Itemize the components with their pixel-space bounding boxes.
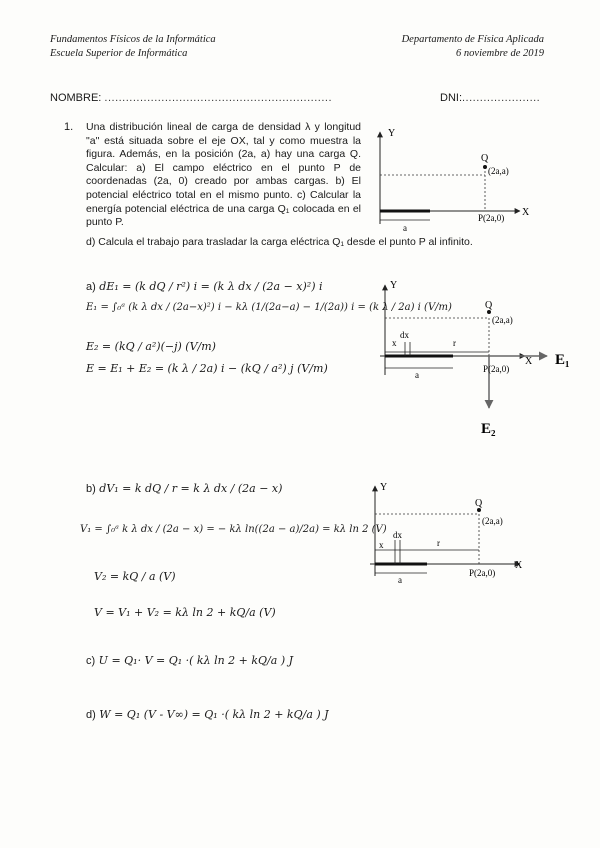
sol-a-eq1-text: dE₁ = (k dQ / r²) i = (k λ dx / (2a − x)²) i [99, 280, 323, 293]
department-header [402, 33, 544, 61]
fig2-e1-label: E₁ [555, 352, 570, 368]
dni-block [440, 92, 540, 104]
sol-a-eq3: E₂ = (kQ / a²)(−j) (V/m) [86, 340, 216, 353]
sol-a-eq1 [86, 280, 323, 293]
fig3-y-label: Y [380, 482, 388, 493]
sol-a-label: a) [86, 281, 96, 293]
sol-b-eq1 [86, 482, 282, 495]
fig1-p-label: P(2a,0) [478, 213, 505, 223]
fig2-q-label: Q [485, 300, 493, 311]
fig2-y-label: Y [390, 280, 398, 291]
fig1-q-label: Q [481, 153, 489, 164]
sol-b-label: b) [86, 483, 96, 495]
problem-number: 1. [64, 121, 74, 133]
sol-b-eq4: V = V₁ + V₂ = kλ ln 2 + kQ/a (V) [94, 606, 276, 619]
sol-d-label: d) [86, 709, 96, 721]
sol-a-eq2: E₁ = ∫₀ᵃ (k λ dx / (2a−x)²) i − kλ (1/(2a−a) − 1/(2a)) i = (k λ / 2a) i (V/m) [86, 302, 452, 313]
fig3-r-label: r [437, 538, 440, 548]
fig2-x-var: x [392, 338, 397, 348]
fig1-x-label: X [522, 207, 530, 218]
sol-c-label: c) [86, 655, 96, 667]
statement-figure [370, 124, 540, 234]
fig3-dx-label: dx [393, 530, 402, 540]
sol-d-eq-text: W = Q₁ (V - V∞) = Q₁ ·( kλ ln 2 + kQ/a ) J [99, 708, 329, 721]
sol-d-eq [86, 708, 329, 721]
sol-b-eq1-text: dV₁ = k dQ / r = k λ dx / (2a − x) [99, 482, 283, 495]
fig1-a-label: a [403, 223, 407, 233]
name-label: NOMBRE: [50, 92, 102, 104]
department-name: Departamento de Física Aplicada [401, 34, 544, 45]
sol-b-eq3: V₂ = kQ / a (V) [94, 570, 176, 583]
fig1-charge-q [483, 165, 487, 169]
fig2-a-label: a [415, 370, 419, 380]
fig3-x-label: X [515, 560, 523, 571]
fig2-e2-label: E₂ [481, 421, 496, 437]
exam-date: 6 noviembre de 2019 [456, 48, 544, 59]
potential-figure [365, 478, 535, 588]
fig2-x-label: X [525, 356, 533, 367]
school-name: Escuela Superior de Informática [50, 48, 188, 59]
field-figure [375, 280, 575, 440]
dni-label: DNI: [440, 92, 462, 104]
sol-c-eq [86, 654, 293, 667]
fig1-y-label: Y [388, 128, 396, 139]
fig3-p-label: P(2a,0) [469, 568, 496, 578]
fig2-p-label: P(2a,0) [483, 364, 510, 374]
sol-a-eq4: E = E₁ + E₂ = (k λ / 2a) i − (kQ / a²) j (V/m) [86, 362, 328, 375]
fig3-a-label: a [398, 575, 402, 585]
course-header [50, 33, 216, 61]
sol-b-eq2: V₁ = ∫₀ᵃ k λ dx / (2a − x) = − kλ ln((2a − a)/2a) = kλ ln 2 (V) [80, 524, 387, 535]
problem-part-d: d) Calcula el trabajo para trasladar la carga eléctrica Q₁ desde el punto P al infinito. [86, 236, 473, 248]
fig2-q-coord: (2a,a) [492, 315, 513, 325]
fig2-r-label: r [453, 338, 456, 348]
dni-field[interactable]: ...................... [462, 92, 541, 104]
name-field[interactable]: ................................................................ [104, 92, 332, 104]
fig2-dx-label: dx [400, 330, 409, 340]
fig1-q-coord: (2a,a) [488, 166, 509, 176]
fig3-x-var: x [379, 540, 384, 550]
course-title: Fundamentos Físicos de la Informática [50, 34, 216, 45]
sol-c-eq-text: U = Q₁· V = Q₁ ·( kλ ln 2 + kQ/a ) J [98, 654, 294, 667]
fig3-q-coord: (2a,a) [482, 516, 503, 526]
problem-statement: Una distribución lineal de carga de densidad λ y longitud "a" está situada sobre el eje OX, tal y como muestra la figura. Además, en la posición (2a, a) hay una carga Q. Calcular: a) El campo eléctrico en el punto P de coordenadas (2a, 0) creado por ambas cargas. b) El potencial eléctrico total en el mismo punto. c) Calcular la energía potencial eléctrica de una carga Q₁ colocada en el punto P. [86, 121, 361, 229]
fig3-q-label: Q [475, 498, 483, 509]
student-info-row [50, 92, 540, 104]
